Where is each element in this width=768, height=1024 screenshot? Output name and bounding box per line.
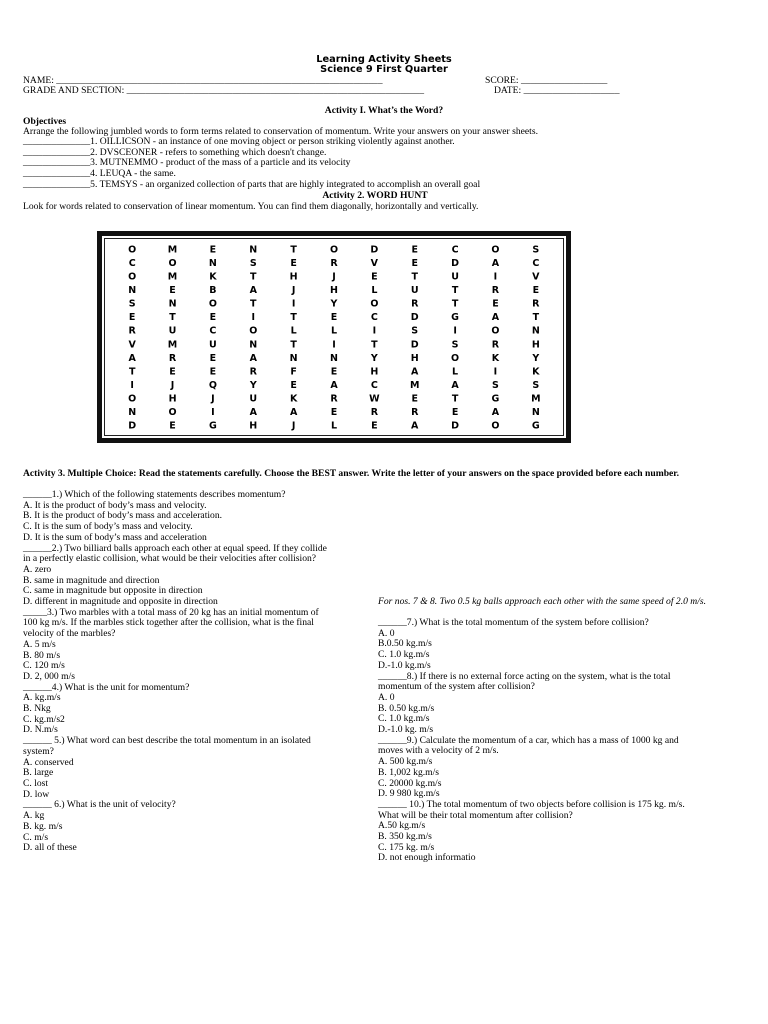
grid-letter: T (451, 298, 459, 310)
grid-letter: N (531, 325, 540, 337)
grid-letter: B (209, 285, 217, 296)
grid-letter: J (170, 380, 175, 391)
sheet-subtitle: Science 9 First Quarter (320, 64, 448, 75)
grid-letter: E (451, 407, 459, 419)
question-line: C. m/s (23, 831, 49, 843)
grid-letter: O (128, 393, 137, 405)
activity2-title: Activity 2. WORD HUNT (322, 190, 428, 201)
grid-letter: T (250, 298, 257, 310)
grid-letter: H (249, 420, 258, 432)
grid-letter: O (168, 257, 177, 269)
question-line: system? (23, 745, 54, 757)
grid-letter: Q (208, 380, 217, 391)
grid-letter: D (451, 257, 460, 269)
grid-letter: N (128, 407, 137, 419)
grid-letter: U (451, 271, 459, 283)
question-line: A. conserved (23, 756, 74, 768)
grid-letter: U (209, 339, 217, 351)
grid-letter: V (532, 271, 540, 283)
grid-letter: A (289, 407, 298, 419)
grid-letter: R (411, 407, 419, 419)
grid-letter: J (211, 393, 215, 405)
grid-letter: D (410, 339, 419, 351)
grid-letter: H (531, 339, 540, 351)
grid-letter: D (451, 420, 460, 432)
question-line: A.50 kg.m/s (378, 820, 426, 832)
grid-letter: C (370, 312, 378, 324)
grid-letter: O (168, 407, 177, 419)
jumbled-item: ______________3. MUTNEMMO - product of the mass of a particle and its velocity (23, 157, 351, 169)
grid-letter: R (168, 352, 177, 364)
question-line: What will be their total momentum after collision? (378, 809, 573, 821)
grid-letter: G (209, 420, 217, 432)
grid-letter: R (411, 298, 419, 310)
grid-letter: T (290, 339, 297, 351)
grid-letter: A (128, 352, 136, 364)
activity2-instructions: Look for words related to conservation of linear momentum. You can find them diagonally, horizontally and vertically. (23, 201, 479, 212)
grid-letter: H (289, 271, 298, 283)
question-line: B. kg. m/s (23, 820, 63, 832)
grid-letter: N (208, 257, 217, 269)
sheet-title: Learning Activity Sheets (316, 54, 452, 65)
question-line: C. 1.0 kg.m/s (378, 713, 430, 725)
grid-letter: T (128, 366, 136, 378)
question-line: velocity of the marbles? (23, 628, 116, 640)
grid-letter: I (453, 325, 457, 337)
questions-left-column (23, 490, 327, 854)
date-field: DATE: ____________________ (494, 85, 620, 96)
question-line: ______ 6.) What is the unit of velocity? (23, 799, 176, 811)
grid-letter: L (330, 420, 338, 432)
question-line: D.-1.0 kg.m/s (378, 659, 431, 671)
grid-letter: J (291, 420, 296, 432)
question-line: D. 2, 000 m/s (23, 670, 75, 682)
question-line: C. 20000 kg.m/s (378, 777, 442, 789)
grid-letter: A (411, 420, 419, 432)
objectives-heading: Objectives (23, 116, 67, 127)
grid-letter: J (291, 285, 296, 296)
grid-letter: A (249, 352, 257, 364)
grid-letter: D (128, 420, 137, 432)
grid-letter: O (491, 420, 500, 432)
grid-letter: O (208, 298, 217, 310)
grid-letter: N (128, 285, 137, 296)
grid-letter: S (532, 380, 540, 391)
question-line: in a perfectly elastic collision, what would be their velocities after collision? (23, 553, 317, 565)
question-line: B. 0.50 kg.m/s (378, 702, 435, 714)
grid-letter: T (290, 244, 297, 256)
grid-letter: T (451, 285, 459, 296)
grid-letter: T (411, 271, 418, 283)
grid-letter: O (491, 325, 500, 337)
grid-letter: M (167, 244, 178, 256)
grid-letter: L (330, 325, 338, 337)
grid-letter: M (167, 271, 178, 283)
grid-letter: I (211, 407, 215, 419)
grid-letter: T (169, 312, 176, 324)
grid-letter: R (491, 339, 500, 351)
activity3-title: Activity 3. Multiple Choice: Read the statements carefully. Choose the BEST answer. Write the letter of your answers on the space provided before each number. (23, 468, 680, 479)
grid-letter: O (128, 244, 137, 256)
grid-letter: J (332, 271, 336, 283)
grid-letter: C (451, 244, 459, 256)
grid-letter: E (411, 393, 418, 405)
grid-letter: A (451, 380, 459, 391)
grid-letter: V (128, 339, 136, 351)
grid-letter: K (289, 393, 298, 405)
grid-letter: V (370, 257, 379, 269)
grid-letter: M (167, 339, 178, 351)
grid-letter: A (249, 407, 257, 419)
question-line: A. kg.m/s (23, 692, 61, 704)
grid-letter: C (209, 325, 217, 337)
grid-letter: I (291, 298, 296, 310)
grid-letter: N (249, 339, 258, 351)
question-line: B. 80 m/s (23, 649, 61, 661)
activity1-items (23, 137, 480, 191)
question-line: C. kg.m/s2 (23, 713, 65, 725)
question-line: C. 1.0 kg.m/s (378, 649, 430, 661)
grid-letter: A (491, 312, 500, 324)
question-line: D. It is the sum of body’s mass and acceleration (23, 531, 207, 543)
activity1-instructions: Arrange the following jumbled words to form terms related to conservation of momentum. Write your answers on your answer sheets. (23, 126, 538, 137)
grid-letter: M (409, 380, 420, 391)
question-line: B. 350 kg.m/s (378, 831, 432, 843)
grid-letter: S (532, 244, 540, 256)
grid-letter: E (169, 285, 176, 296)
grid-letter: E (290, 257, 297, 269)
question-line: B. 1,002 kg.m/s (378, 766, 440, 778)
grade-section-field: GRADE AND SECTION: ______________________________________________________________ (23, 85, 425, 96)
grid-letter: E (492, 298, 499, 310)
question-line: ______7.) What is the total momentum of the system before collision? (378, 617, 649, 628)
question-line: C. lost (23, 777, 49, 789)
grid-letter: O (249, 325, 258, 337)
question-line: B.0.50 kg.m/s (378, 638, 432, 650)
grid-letter: A (411, 366, 419, 378)
grid-letter: Y (249, 380, 257, 391)
grid-letter: E (371, 420, 378, 432)
grid-letter: H (168, 393, 177, 405)
grid-letter: S (411, 325, 419, 337)
question-line: C. 120 m/s (23, 660, 65, 672)
grid-letter: A (330, 380, 338, 391)
grid-letter: H (410, 352, 419, 364)
grid-letter: E (169, 366, 176, 378)
word-search-letters (102, 236, 566, 438)
grid-letter: C (532, 257, 540, 269)
question-line: A. kg (23, 810, 45, 822)
grid-letter: N (330, 352, 338, 364)
grid-letter: E (290, 380, 297, 391)
question-line: A. It is the product of body’s mass and velocity. (23, 499, 207, 511)
grid-letter: E (209, 312, 217, 324)
question-line: A. 0 (378, 627, 395, 639)
grid-letter: E (330, 366, 338, 378)
grid-letter: H (330, 285, 338, 296)
grid-letter: Y (532, 352, 540, 364)
grid-letter: U (410, 285, 419, 296)
grid-letter: L (290, 325, 297, 337)
jumbled-item: ______________4. LEUQA - the same. (23, 168, 176, 180)
grid-letter: T (371, 339, 378, 351)
grid-letter: R (491, 285, 500, 296)
grid-letter: M (531, 393, 541, 405)
question-line: C. same in magnitude but opposite in direction (23, 585, 203, 597)
question-line: C. 175 kg. m/s (378, 841, 435, 853)
grid-letter: Y (370, 352, 378, 364)
question-line: B. Nkg (23, 703, 51, 715)
grid-letter: K (209, 271, 217, 283)
grid-letter: S (249, 257, 257, 269)
grid-letter: D (370, 244, 379, 256)
grid-letter: R (330, 257, 338, 269)
question-line: ______ 10.) The total momentum of two objects before collision is 175 kg. m/s. (378, 798, 685, 810)
grid-letter: T (451, 393, 459, 405)
grid-letter: A (491, 407, 500, 419)
question-line: D. all of these (23, 842, 77, 854)
grid-letter: T (250, 271, 257, 283)
grid-letter: N (168, 298, 177, 310)
grid-letter: G (491, 393, 500, 405)
grid-letter: N (289, 352, 298, 364)
grid-letter: T (290, 312, 297, 324)
grid-letter: A (249, 285, 257, 296)
grid-letter: I (332, 339, 336, 351)
grid-letter: S (492, 380, 499, 391)
question-line: moves with a velocity of 2 m/s. (378, 745, 499, 757)
grid-letter: R (249, 366, 257, 378)
grid-letter: L (452, 366, 459, 378)
questions-right-column (378, 618, 685, 864)
score-field: SCORE: __________________ (485, 75, 608, 86)
grid-letter: O (370, 298, 379, 310)
question-line: D. not enough informatio (378, 852, 476, 864)
grid-letter: E (330, 312, 338, 324)
grid-letter: O (491, 244, 500, 256)
grid-letter: C (128, 257, 136, 269)
grid-letter: E (209, 244, 217, 256)
question-line: ______4.) What is the unit for momentum? (23, 681, 190, 693)
grid-letter: O (128, 271, 137, 283)
grid-letter: R (370, 407, 379, 419)
activity1-title: Activity I. What’s the Word? (324, 105, 444, 116)
questions-7-8-intro: For nos. 7 & 8. Two 0.5 kg balls approach each other with the same speed of 2.0 m/s. (378, 596, 707, 607)
grid-letter: I (493, 366, 498, 378)
grid-letter: L (371, 285, 378, 296)
grid-letter: I (493, 271, 498, 283)
grid-letter: F (290, 366, 297, 378)
grid-letter: E (330, 407, 338, 419)
grid-letter: C (370, 380, 378, 391)
question-line: _____3.) Two marbles with a total mass of 20 kg has an initial momentum of (23, 606, 319, 618)
question-line: ______8.) If there is no external force acting on the system, what is the total (378, 670, 671, 682)
grid-letter: E (532, 285, 540, 296)
question-line: 100 kg m/s. If the marbles stick together after the collision, what is the final (23, 617, 314, 629)
grid-letter: N (531, 407, 540, 419)
grid-letter: A (491, 257, 500, 269)
question-line: A. 500 kg.m/s (378, 756, 433, 768)
question-line: C. It is the sum of body’s mass and velocity. (23, 521, 193, 533)
question-line: ______9.) Calculate the momentum of a car, which has a mass of 1000 kg and (378, 734, 679, 746)
grid-letter: N (249, 244, 258, 256)
grid-letter: E (209, 352, 217, 364)
grid-letter: O (451, 352, 460, 364)
jumbled-item: ______________5. TEMSYS - an organized collection of parts that are highly integrated to accomplish an overall goal (23, 178, 481, 190)
question-line: ______1.) Which of the following statements describes momentum? (23, 489, 286, 500)
word-search-grid (97, 231, 571, 443)
grid-letter: W (369, 393, 380, 405)
grid-letter: R (330, 393, 338, 405)
grid-letter: E (411, 257, 418, 269)
question-line: A. 5 m/s (23, 638, 56, 650)
grid-letter: U (168, 325, 177, 337)
grid-letter: T (532, 312, 540, 324)
grid-letter: E (169, 420, 176, 432)
question-line: A. zero (23, 563, 52, 575)
grid-letter: E (411, 244, 418, 256)
question-line: momentum of the system after collision? (378, 681, 535, 693)
grid-letter: I (251, 312, 256, 324)
question-line: B. It is the product of body’s mass and acceleration. (23, 510, 223, 522)
question-line: D. N.m/s (23, 724, 58, 736)
grid-letter: G (451, 312, 459, 324)
grid-letter: U (249, 393, 258, 405)
grid-letter: D (410, 312, 419, 324)
question-line: ______ 5.) What word can best describe the total momentum in an isolated (23, 735, 311, 747)
grid-letter: E (371, 271, 378, 283)
question-line: D. 9 980 kg.m/s (378, 788, 440, 800)
grid-letter: G (531, 420, 540, 432)
grid-letter: E (209, 366, 217, 378)
question-line: B. same in magnitude and direction (23, 574, 160, 586)
grid-letter: K (532, 366, 540, 378)
question-line: ______2.) Two billiard balls approach each other at equal speed. If they collide (23, 542, 327, 554)
grid-letter: K (491, 352, 500, 364)
grid-letter: S (451, 339, 459, 351)
grid-letter: R (128, 325, 136, 337)
grid-letter: S (128, 298, 136, 310)
grid-letter: E (128, 312, 136, 324)
question-line: D. different in magnitude and opposite in direction (23, 596, 218, 608)
name-field: NAME: ____________________________________________________________________ (23, 75, 383, 86)
jumbled-item: ______________1. OILLICSON - an instance of one moving object or person striking violently against another. (23, 136, 455, 147)
question-line: D.-1.0 kg. m/s (378, 724, 434, 736)
grid-letter: Y (330, 298, 338, 310)
jumbled-item: ______________2. DVSCEONER - refers to something which doesn't change. (23, 146, 327, 158)
question-line: D. low (23, 788, 50, 800)
grid-letter: O (329, 244, 339, 256)
question-line: A. 0 (378, 691, 395, 703)
grid-letter: I (372, 325, 377, 337)
grid-letter: I (130, 380, 134, 391)
grid-letter: H (370, 366, 379, 378)
grid-letter: R (532, 298, 540, 310)
question-line: B. large (23, 767, 54, 779)
